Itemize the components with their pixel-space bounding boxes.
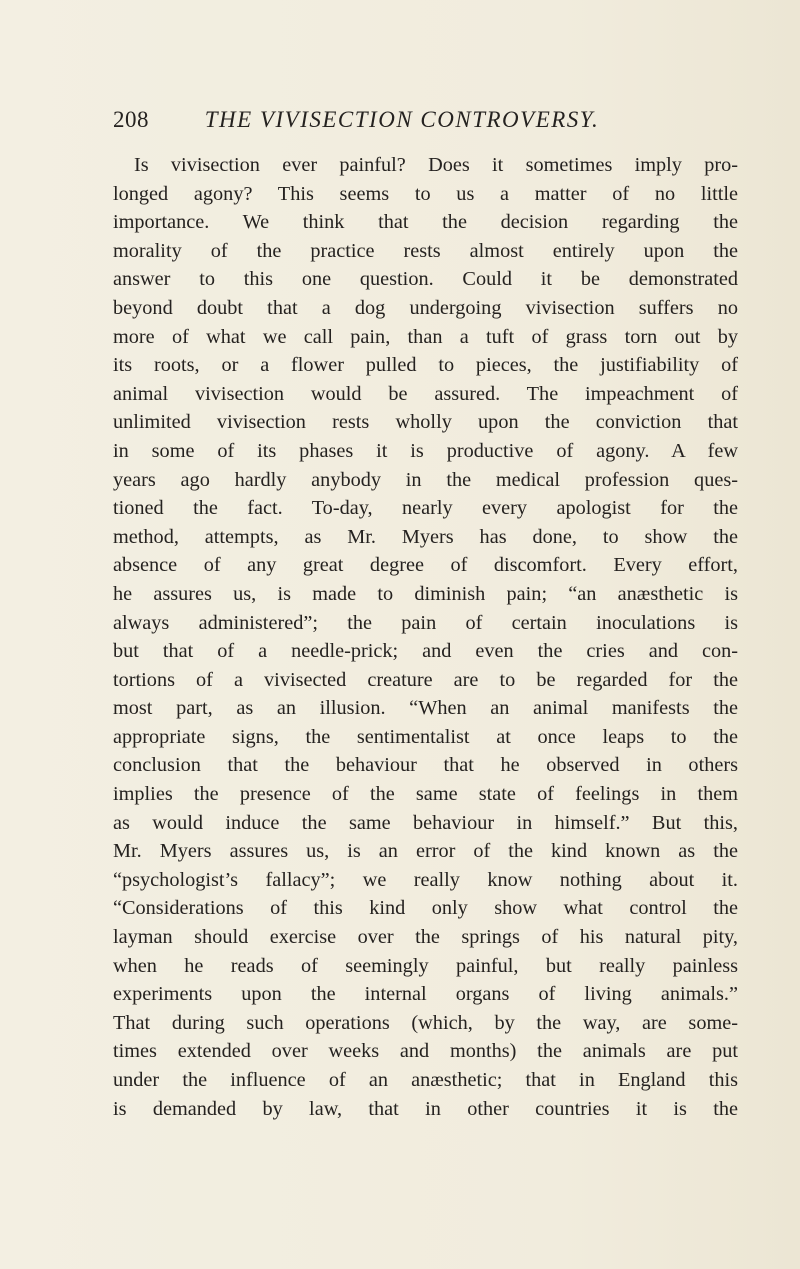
text-line: “Considerations of this kind only show what control the: [113, 897, 738, 920]
text-line: That during such operations (which, by the way, are some-: [113, 1011, 738, 1034]
text-line: method, attempts, as Mr. Myers has done, to show the: [113, 525, 738, 548]
text-line: its roots, or a flower pulled to pieces, the justifiability of: [113, 354, 738, 377]
text-line: always administered”; the pain of certain inoculations is: [113, 611, 738, 634]
running-head: [113, 103, 713, 137]
text-line: as would induce the same behaviour in himself.” But this,: [113, 811, 738, 834]
text-line: Is vivisection ever painful? Does it sometimes imply pro-: [134, 154, 738, 176]
text-line: answer to this one question. Could it be demonstrated: [113, 268, 738, 291]
text-line: layman should exercise over the springs of his natural pity,: [113, 926, 738, 949]
text-line: morality of the practice rests almost entirely upon the: [113, 239, 738, 262]
text-line: years ago hardly anybody in the medical profession ques-: [113, 468, 738, 491]
running-title: THE VIVISECTION CONTROVERSY.: [204, 107, 600, 132]
body-paragraph: [113, 151, 738, 1123]
text-line: appropriate signs, the sentimentalist at once leaps to the: [113, 725, 738, 748]
text-line: importance. We think that the decision regarding the: [113, 211, 738, 234]
text-line: is demanded by law, that in other countries it is the: [113, 1097, 738, 1120]
text-line: absence of any great degree of discomfort. Every effort,: [113, 554, 738, 577]
text-line: more of what we call pain, than a tuft of grass torn out by: [113, 325, 738, 348]
text-line: unlimited vivisection rests wholly upon the conviction that: [113, 411, 738, 434]
text-line: “psychologist’s fallacy”; we really know nothing about it.: [113, 868, 738, 891]
text-line: when he reads of seemingly painful, but really painless: [113, 954, 738, 977]
text-line: Mr. Myers assures us, is an error of the kind known as the: [113, 840, 738, 863]
text-line: implies the presence of the same state of feelings in them: [113, 783, 738, 806]
text-line: under the influence of an anæsthetic; that in England this: [113, 1069, 738, 1091]
text-line: animal vivisection would be assured. The impeachment of: [113, 382, 738, 405]
text-line: tortions of a vivisected creature are to be regarded for the: [113, 668, 738, 691]
text-line: conclusion that the behaviour that he observed in others: [113, 754, 738, 777]
text-line: experiments upon the internal organs of living animals.”: [113, 983, 738, 1006]
text-line: times extended over weeks and months) the animals are put: [113, 1040, 738, 1063]
text-line: but that of a needle-prick; and even the cries and con-: [113, 640, 738, 663]
text-line: most part, as an illusion. “When an animal manifests the: [113, 697, 738, 720]
text-line: longed agony? This seems to us a matter of no little: [113, 182, 738, 205]
text-line: tioned the fact. To-day, nearly every apologist for the: [113, 497, 738, 520]
text-line: he assures us, is made to diminish pain; “an anæsthetic is: [113, 582, 738, 605]
text-line: beyond doubt that a dog undergoing vivisection suffers no: [113, 296, 738, 319]
text-line: in some of its phases it is productive of agony. A few: [113, 439, 738, 462]
page-number: 208: [113, 107, 149, 132]
